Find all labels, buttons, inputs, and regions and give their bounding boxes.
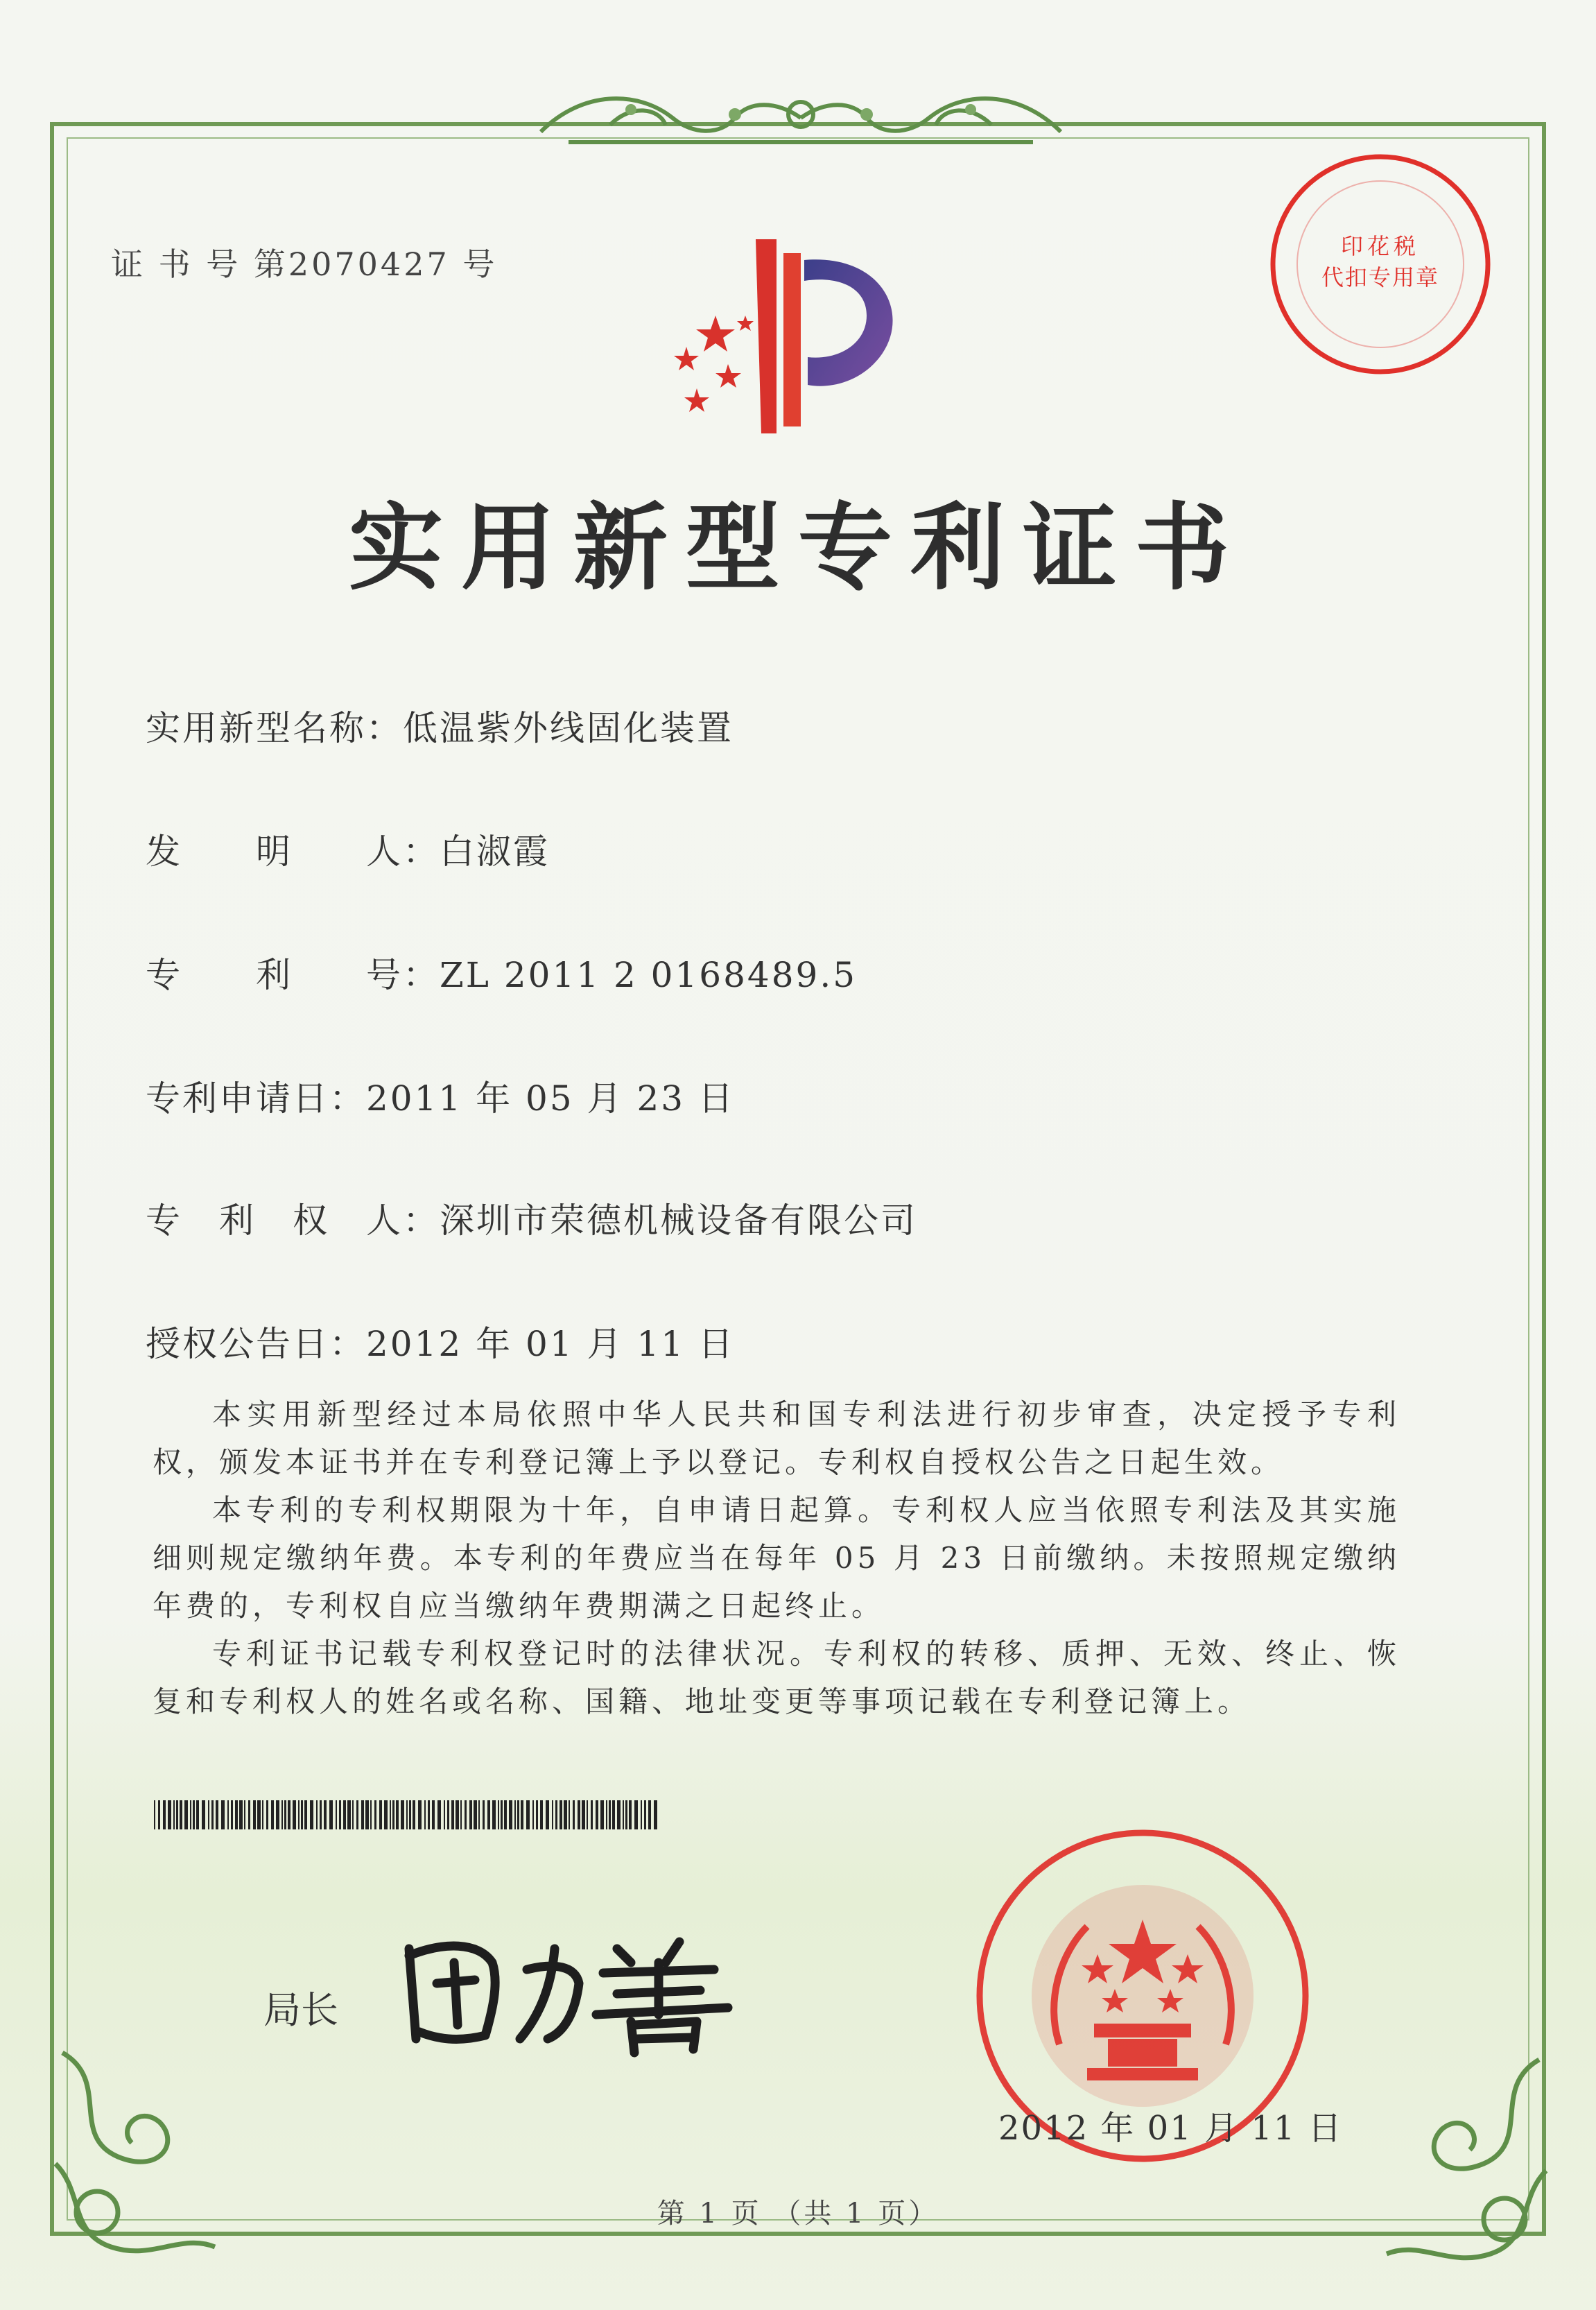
bottom-right-ornament-icon [1352, 2046, 1560, 2268]
barcode-bar [555, 1800, 557, 1829]
field-patentee [146, 1193, 917, 1243]
barcode-bar [469, 1800, 472, 1829]
barcode-bar [629, 1800, 632, 1829]
barcode-bar [310, 1800, 313, 1829]
barcode-bar [221, 1800, 225, 1829]
barcode-bar [370, 1800, 372, 1829]
barcode-bar [202, 1800, 205, 1829]
barcode-bar [504, 1800, 507, 1829]
barcode-bar [617, 1800, 621, 1829]
stamp-center-line2: 代扣专用章 [1321, 264, 1440, 291]
barcode-bar [536, 1800, 538, 1829]
field-inventor [146, 824, 550, 874]
stamp-center-line1: 印花税 [1340, 233, 1421, 259]
barcode-bar [379, 1800, 382, 1829]
field-grant-announcement-date [146, 1316, 735, 1366]
barcode-bar [612, 1800, 615, 1829]
barcode-bar [193, 1800, 195, 1829]
field-value: 2011 年 05 月 23 日 [366, 1078, 735, 1119]
barcode-bar [514, 1800, 516, 1829]
barcode-bar [196, 1800, 199, 1829]
barcode-bar [208, 1800, 209, 1829]
barcode-bar [437, 1800, 441, 1829]
barcode-bar [424, 1800, 426, 1829]
barcode-bar [390, 1800, 391, 1829]
barcode-bar [487, 1800, 490, 1829]
barcode-bar [316, 1800, 318, 1829]
barcode-bar [521, 1800, 523, 1829]
barcode-bar [347, 1800, 351, 1829]
barcode-bar [239, 1800, 243, 1829]
barcode-bar [211, 1800, 214, 1829]
barcode-bar [644, 1800, 646, 1829]
barcode-bar [517, 1800, 519, 1829]
barcode-bar [501, 1800, 503, 1829]
field-label: 实用新型名称： [146, 708, 403, 748]
barcode-bar [231, 1800, 233, 1829]
barcode-bar [163, 1800, 166, 1829]
barcode-bar [444, 1800, 445, 1829]
body-paragraph-1: 本实用新型经过本局依照中华人民共和国专利法进行初步审查，决定授予专利权，颁发本证书并在专利登记簿上予以登记。专利权自授权公告之日起生效。 [153, 1397, 1400, 1479]
barcode-bar [365, 1800, 369, 1829]
field-patent-number [146, 947, 857, 997]
certificate-number: 证 书 号 第2070427 号 [111, 245, 498, 283]
barcode-bar [648, 1800, 651, 1829]
stamp-duty-seal-icon [1266, 150, 1495, 379]
barcode-bar [509, 1800, 512, 1829]
seal-date: 2012 年 01 月 11 日 [998, 2109, 1343, 2148]
barcode-bar [190, 1800, 191, 1829]
director-signature [388, 1921, 749, 2060]
barcode-bar [609, 1800, 611, 1829]
barcode-bar [253, 1800, 256, 1829]
barcode-bar [281, 1800, 283, 1829]
barcode-bar [284, 1800, 286, 1829]
barcode-bar [396, 1800, 399, 1829]
barcode-bar [257, 1800, 261, 1829]
barcode-bar [248, 1800, 250, 1829]
barcode-bar [483, 1800, 485, 1829]
barcode-bar [244, 1800, 245, 1829]
body-paragraph-2: 本专利的专利权期限为十年，自申请日起算。专利权人应当依照专利法及其实施细则规定缴纳年费。本专利的年费应当在每年 05 月 23 日前缴纳。未按照规定缴纳年费的，专利权自应当缴纳年费期满之日起终止。 [153, 1493, 1400, 1623]
barcode-bar [474, 1800, 477, 1829]
barcode-bar [578, 1800, 580, 1829]
barcode-bar [560, 1800, 562, 1829]
barcode-bar [634, 1800, 638, 1829]
barcode-bar [168, 1800, 171, 1829]
barcode-bar [654, 1800, 657, 1829]
barcode-bar [540, 1800, 543, 1829]
barcode-bar [573, 1800, 575, 1829]
body-paragraph-3: 专利证书记载专利权登记时的法律状况。专利权的转移、质押、无效、终止、恢复和专利权人的姓名或名称、国籍、地址变更等事项记载在专利登记簿上。 [153, 1637, 1400, 1718]
barcode-bar [600, 1800, 604, 1829]
barcode [154, 1800, 660, 1829]
barcode-bar [235, 1800, 238, 1829]
barcode-bar [641, 1800, 642, 1829]
barcode-bar [266, 1800, 268, 1829]
barcode-bar [392, 1800, 394, 1829]
barcode-bar [623, 1800, 624, 1829]
barcode-bar [352, 1800, 354, 1829]
barcode-bar [406, 1800, 408, 1829]
field-value: 低温紫外线固化装置 [403, 708, 734, 748]
barcode-bar [384, 1800, 388, 1829]
barcode-bar [336, 1800, 337, 1829]
field-value: 2012 年 01 月 11 日 [366, 1324, 735, 1364]
barcode-bar [498, 1800, 499, 1829]
field-label: 发 明 人： [146, 831, 440, 872]
bottom-left-ornament-icon [42, 2039, 250, 2268]
barcode-bar [456, 1800, 459, 1829]
field-label: 专利申请日： [146, 1078, 366, 1119]
barcode-bar [587, 1800, 588, 1829]
barcode-bar [356, 1800, 358, 1829]
barcode-bar [606, 1800, 607, 1829]
barcode-bar [176, 1800, 178, 1829]
barcode-bar [432, 1800, 435, 1829]
certificate-body-text [153, 1390, 1400, 1725]
barcode-bar [409, 1800, 411, 1829]
page-number: 第 1 页 （共 1 页） [657, 2198, 939, 2230]
barcode-bar [158, 1800, 160, 1829]
barcode-bar [324, 1800, 327, 1829]
barcode-bar [591, 1800, 593, 1829]
barcode-bar [428, 1800, 430, 1829]
field-label: 专 利 号： [146, 955, 440, 995]
barcode-bar [552, 1800, 553, 1829]
barcode-bar [582, 1800, 585, 1829]
barcode-bar [526, 1800, 530, 1829]
barcode-bar [460, 1800, 462, 1829]
barcode-bar [301, 1800, 303, 1829]
barcode-bar [564, 1800, 567, 1829]
barcode-bar [184, 1800, 188, 1829]
top-ornament-icon [527, 76, 1075, 153]
barcode-bar [320, 1800, 322, 1829]
barcode-bar [625, 1800, 627, 1829]
barcode-bar [271, 1800, 274, 1829]
barcode-bar [154, 1800, 155, 1829]
field-value: 深圳市荣德机械设备有限公司 [440, 1200, 917, 1241]
barcode-bar [262, 1800, 263, 1829]
barcode-bar [288, 1800, 290, 1829]
barcode-bar [361, 1800, 364, 1829]
barcode-bar [374, 1800, 376, 1829]
barcode-bar [276, 1800, 279, 1829]
field-application-date [146, 1071, 735, 1121]
barcode-bar [478, 1800, 480, 1829]
patent-office-logo-icon [659, 232, 922, 440]
barcode-bar [173, 1800, 175, 1829]
barcode-bar [465, 1800, 467, 1829]
field-value: ZL 2011 2 0168489.5 [440, 955, 858, 995]
barcode-bar [339, 1800, 341, 1829]
barcode-bar [227, 1800, 229, 1829]
barcode-bar [532, 1800, 534, 1829]
barcode-bar [546, 1800, 549, 1829]
barcode-bar [401, 1800, 404, 1829]
barcode-bar [451, 1800, 454, 1829]
barcode-bar [418, 1800, 422, 1829]
barcode-bar [343, 1800, 346, 1829]
director-label: 局长 [263, 1988, 338, 2032]
field-utility-model-name [146, 700, 734, 750]
barcode-bar [413, 1800, 415, 1829]
barcode-bar [293, 1800, 296, 1829]
barcode-bar [492, 1800, 496, 1829]
field-label: 授权公告日： [146, 1324, 366, 1364]
barcode-bar [304, 1800, 307, 1829]
barcode-bar [596, 1800, 598, 1829]
barcode-bar [180, 1800, 182, 1829]
field-label: 专 利 权 人： [146, 1200, 440, 1241]
barcode-bar [329, 1800, 333, 1829]
barcode-bar [447, 1800, 449, 1829]
certificate-title: 实用新型专利证书 [349, 492, 1247, 603]
barcode-bar [569, 1800, 570, 1829]
barcode-bar [216, 1800, 218, 1829]
field-value: 白淑霞 [440, 831, 550, 872]
barcode-bar [298, 1800, 300, 1829]
